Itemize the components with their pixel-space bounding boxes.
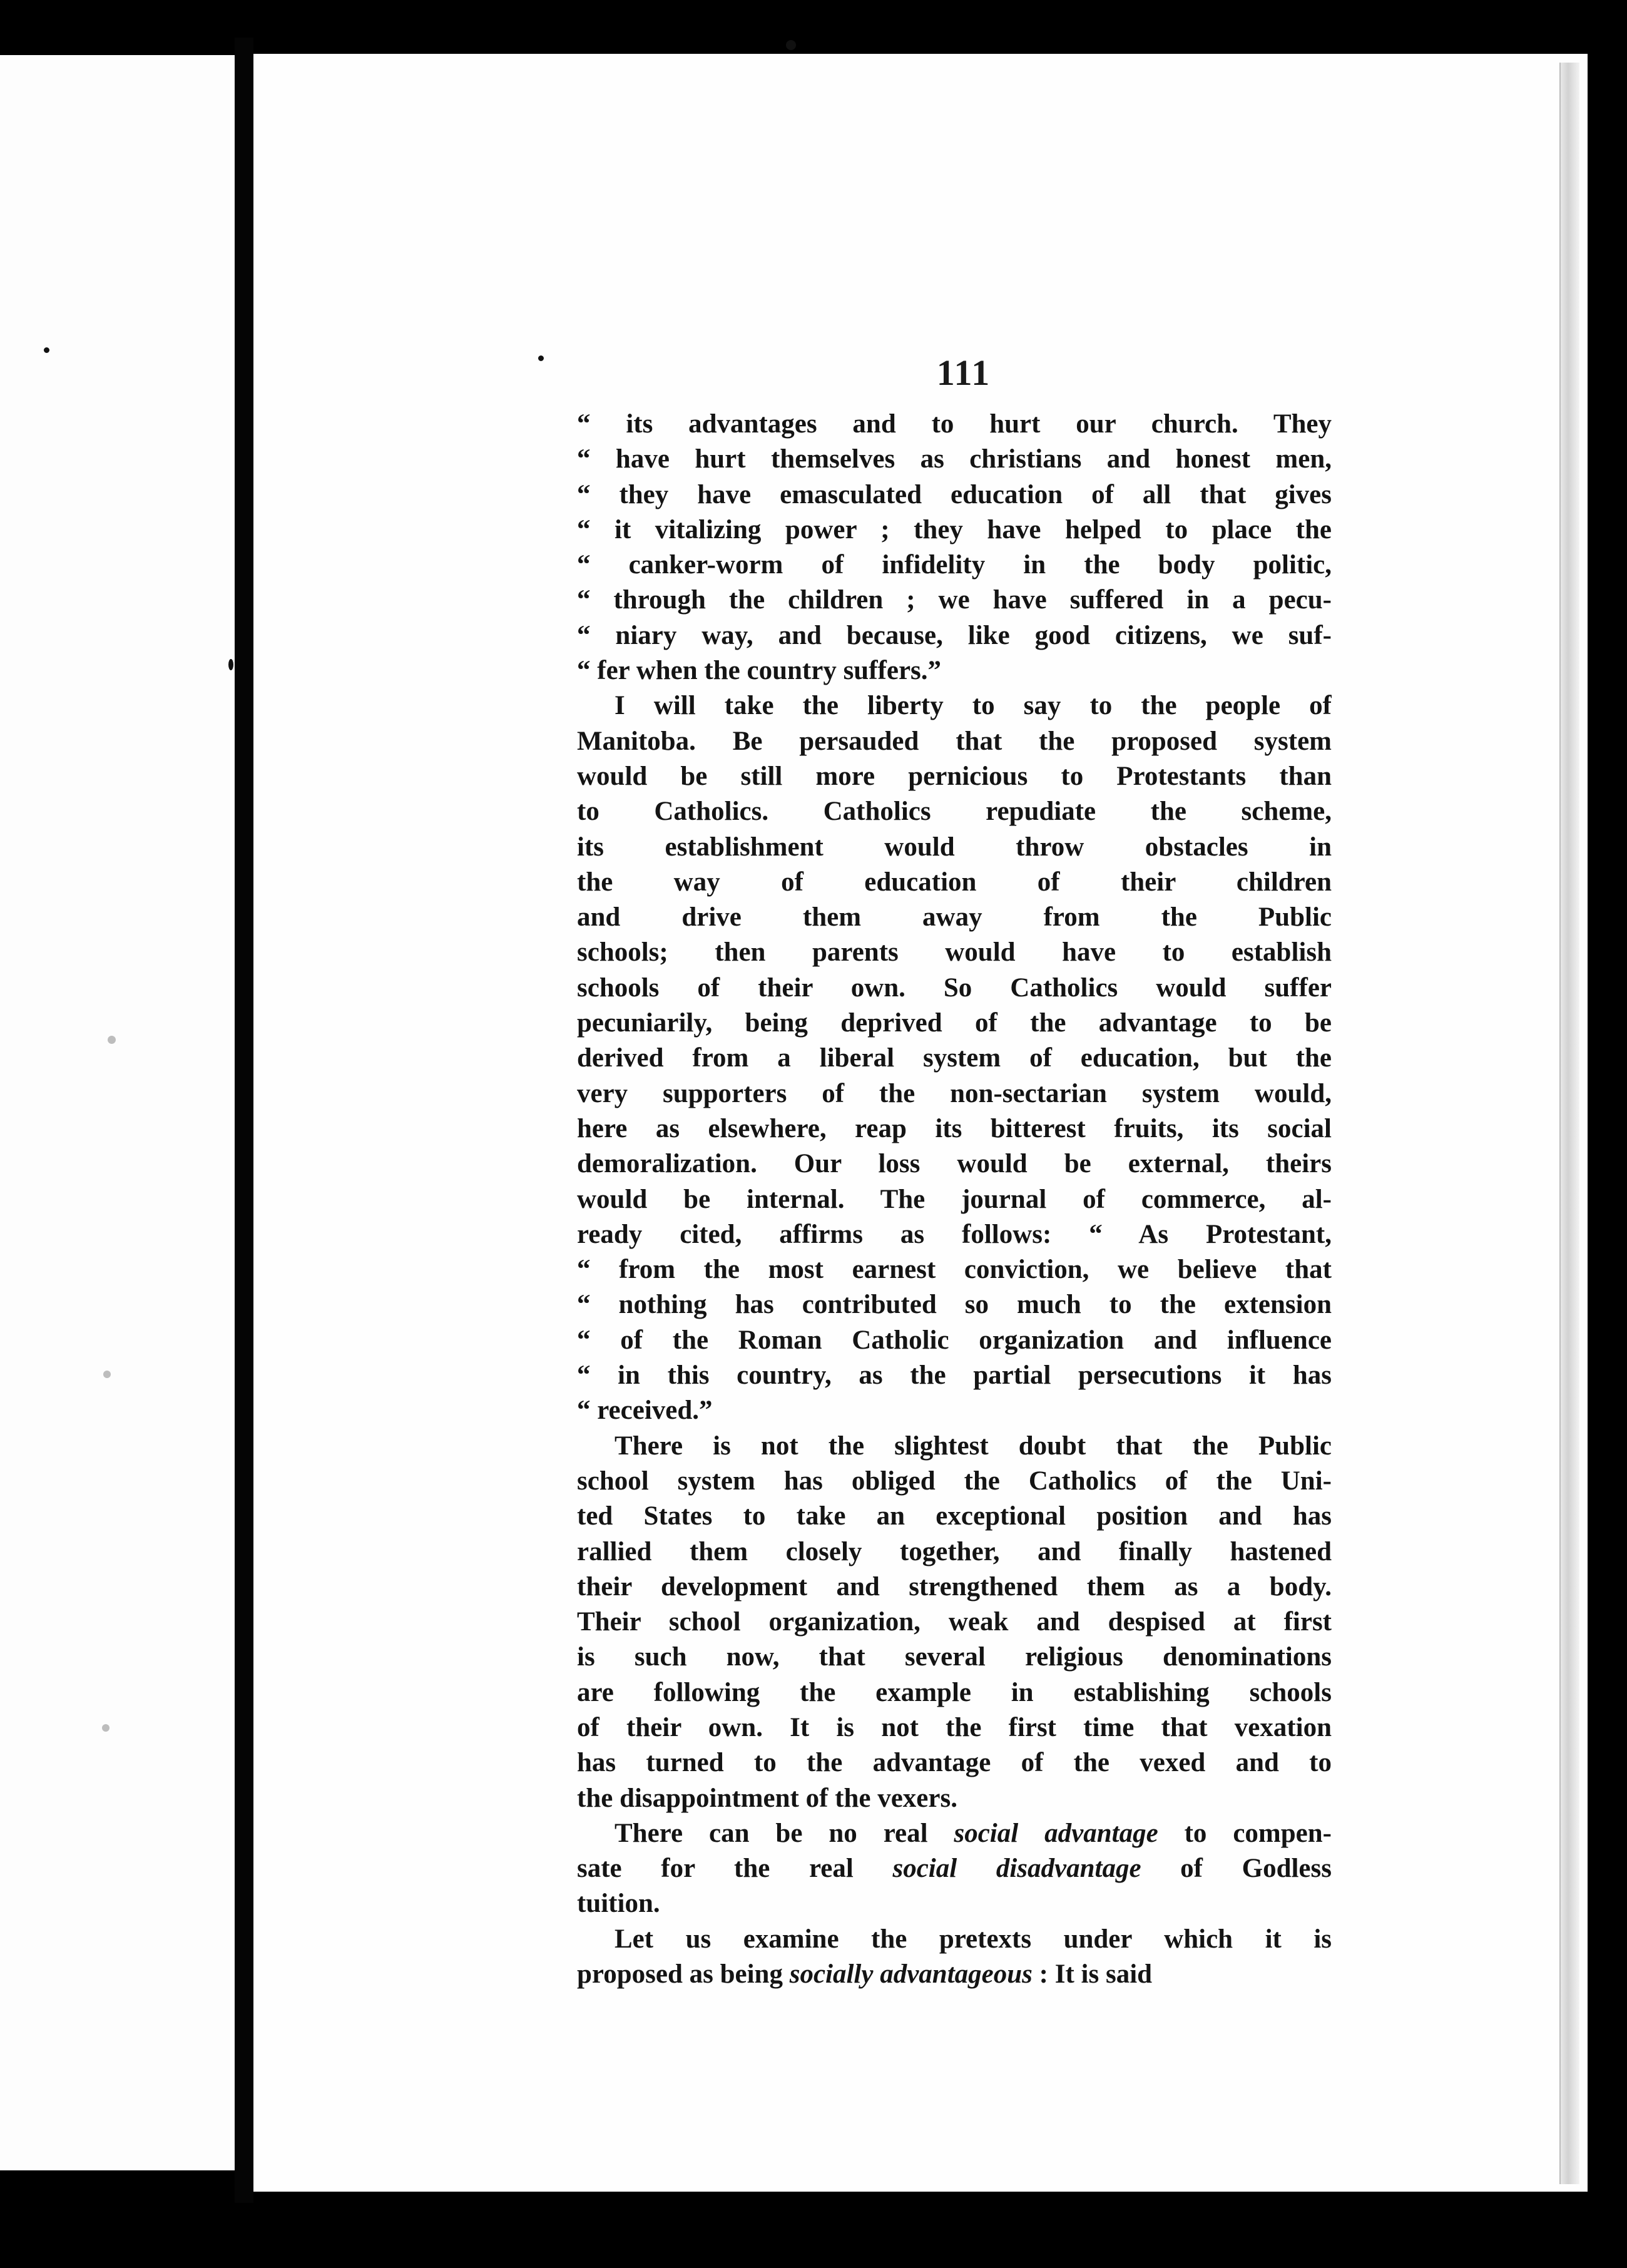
text-line: “ of the Roman Catholic organization and influence xyxy=(577,1325,1332,1355)
line-text: to compen- xyxy=(1158,1818,1332,1848)
body-text xyxy=(577,407,1332,1992)
text-line: ready cited, affirms as follows: “ As Protestant, xyxy=(577,1219,1332,1249)
text-line: is such now, that several religious denominations xyxy=(577,1642,1332,1672)
text-line: “ fer when the country suffers.” xyxy=(577,656,942,686)
text-line: here as elsewhere, reap its bitterest fruits, its social xyxy=(577,1113,1332,1143)
scan-speck xyxy=(228,659,233,670)
text-line: “ from the most earnest conviction, we believe that xyxy=(577,1255,1332,1285)
text-line: the disappointment of the vexers. xyxy=(577,1783,957,1813)
text-line: very supporters of the non-sectarian system would, xyxy=(577,1078,1332,1108)
scan-speck xyxy=(102,1724,110,1732)
text-line: their development and strengthened them as a body. xyxy=(577,1571,1332,1601)
text-line: “ niary way, and because, like good citizens, we suf- xyxy=(577,620,1332,650)
book-gutter xyxy=(235,38,253,2203)
text-line: school system has obliged the Catholics of the Uni- xyxy=(577,1466,1332,1496)
scan-speck xyxy=(538,355,544,361)
text-line: “ nothing has contributed so much to the extension xyxy=(577,1290,1332,1320)
text-line: “ canker-worm of infidelity in the body politic, xyxy=(577,550,1332,580)
text-line: Manitoba. Be persauded that the proposed system xyxy=(577,726,1332,756)
line-text: Let us examine the pretexts under which it is xyxy=(615,1924,1332,1954)
text-line: schools; then parents would have to establish xyxy=(577,937,1332,968)
text-line: of their own. It is not the first time that vexation xyxy=(577,1712,1332,1742)
text-line: “ it vitalizing power ; they have helped to place the xyxy=(577,514,1332,544)
scan-speck xyxy=(44,347,49,353)
text-line: “ they have emasculated education of all that gives xyxy=(577,479,1332,509)
text-line xyxy=(577,1816,1332,1851)
text-line: “ through the children ; we have suffered in a pecu- xyxy=(577,585,1332,615)
italic-phrase: social advantage xyxy=(954,1818,1158,1848)
text-line: “ received.” xyxy=(577,1396,713,1426)
text-line: “ in this country, as the partial persecutions it has xyxy=(577,1361,1332,1391)
line-text: proposed as being xyxy=(577,1959,790,1990)
text-line xyxy=(577,1922,1332,1957)
line-text: of Godless xyxy=(1141,1854,1332,1884)
line-text: : It is said xyxy=(1032,1959,1153,1990)
text-line: to Catholics. Catholics repudiate the scheme, xyxy=(577,797,1332,827)
text-line: ted States to take an exceptional position and has xyxy=(577,1501,1332,1531)
text-line: would be still more pernicious to Protestants than xyxy=(577,761,1332,791)
page-edge xyxy=(1559,63,1579,2184)
text-line: and drive them away from the Public xyxy=(577,902,1332,932)
text-line: I will take the liberty to say to the people of xyxy=(615,691,1332,721)
scan-speck xyxy=(786,40,796,50)
text-line: pecuniarily, being deprived of the advantage to be xyxy=(577,1008,1332,1038)
scan-speck xyxy=(103,1371,111,1378)
text-line: Their school organization, weak and despised at first xyxy=(577,1607,1332,1637)
line-text: sate for the real xyxy=(577,1854,893,1884)
text-line: schools of their own. So Catholics would suffer xyxy=(577,973,1332,1003)
text-line xyxy=(577,1851,1332,1886)
text-line: would be internal. The journal of commerce, al- xyxy=(577,1184,1332,1214)
scan-speck xyxy=(108,1036,116,1044)
text-line: rallied them closely together, and finally hastened xyxy=(577,1536,1332,1566)
text-line: demoralization. Our loss would be external, theirs xyxy=(577,1149,1332,1179)
page-number: 111 xyxy=(936,352,991,393)
text-line: has turned to the advantage of the vexed and to xyxy=(577,1748,1332,1778)
italic-phrase: socially advantageous xyxy=(789,1959,1033,1990)
text-line: tuition. xyxy=(577,1889,660,1919)
italic-phrase: social disadvantage xyxy=(892,1854,1141,1884)
text-line: its establishment would throw obstacles in xyxy=(577,832,1332,862)
left-page xyxy=(0,55,235,2170)
text-line: There is not the slightest doubt that the Public xyxy=(615,1431,1332,1461)
text-line: derived from a liberal system of education, but the xyxy=(577,1043,1332,1073)
line-text: There can be no real xyxy=(615,1818,954,1848)
text-line: the way of education of their children xyxy=(577,867,1332,897)
text-line: are following the example in establishing schools xyxy=(577,1677,1332,1707)
text-line: “ have hurt themselves as christians and honest men, xyxy=(577,444,1332,474)
text-line xyxy=(577,1957,1332,1992)
text-line: “ its advantages and to hurt our church. They xyxy=(577,409,1332,439)
